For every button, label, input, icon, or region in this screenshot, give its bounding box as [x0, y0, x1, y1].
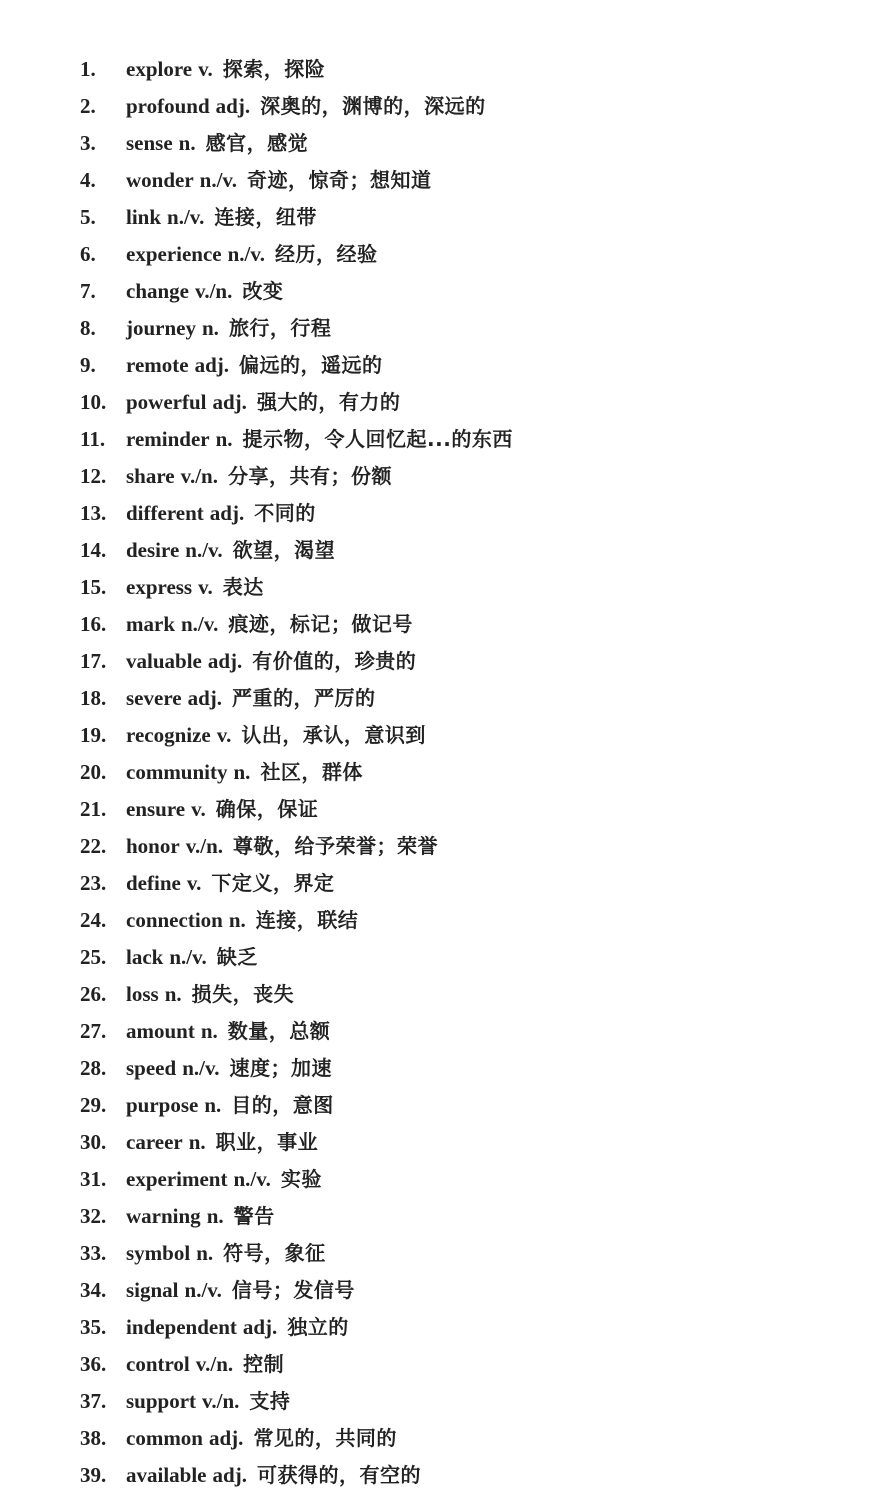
entry-word: control	[126, 1352, 190, 1376]
entry-word: available	[126, 1463, 207, 1487]
entry-number: 14.	[80, 538, 107, 562]
vocab-entry-38	[80, 1420, 513, 1457]
entry-meaning: 连接，纽带	[214, 205, 317, 229]
entry-word: different	[126, 501, 204, 525]
vocab-entry-10	[80, 384, 513, 421]
entry-part-of-speech: v.	[216, 723, 232, 747]
entry-word: experience	[126, 242, 222, 266]
entry-number: 9.	[80, 353, 96, 377]
entry-meaning: 欲望，渴望	[232, 538, 336, 562]
vocab-entry-17	[80, 643, 513, 680]
entry-word: profound	[126, 94, 210, 118]
entry-word: change	[126, 279, 189, 303]
vocab-entry-18	[80, 680, 513, 717]
vocab-entry-5	[80, 199, 513, 236]
entry-part-of-speech: adj.	[212, 390, 247, 414]
entry-word: loss	[126, 982, 159, 1006]
entry-number: 13.	[80, 501, 107, 525]
entry-part-of-speech: n.	[233, 760, 251, 784]
entry-word: link	[126, 205, 162, 229]
entry-word: speed	[126, 1056, 177, 1080]
vocab-entry-16	[80, 606, 513, 643]
entry-word: connection	[126, 908, 223, 932]
entry-number: 36.	[80, 1352, 107, 1376]
vocab-entry-20	[80, 754, 513, 791]
vocab-entry-24	[80, 902, 513, 939]
vocab-entry-4	[80, 162, 513, 199]
entry-part-of-speech: n.	[228, 908, 246, 932]
vocab-entry-3	[80, 125, 513, 162]
entry-part-of-speech: n./v.	[184, 1278, 222, 1302]
entry-number: 17.	[80, 649, 107, 673]
entry-word: career	[126, 1130, 183, 1154]
entry-number: 4.	[80, 168, 96, 192]
entry-number: 32.	[80, 1204, 107, 1228]
entry-word: share	[126, 464, 175, 488]
vocab-entry-8	[80, 310, 513, 347]
vocab-entry-32	[80, 1198, 513, 1235]
entry-word: independent	[126, 1315, 237, 1339]
entry-number: 5.	[80, 205, 96, 229]
entry-number: 29.	[80, 1093, 107, 1117]
vocab-entry-35	[80, 1309, 513, 1346]
entry-word: recognize	[126, 723, 211, 747]
entry-part-of-speech: v./n.	[185, 834, 224, 858]
entry-meaning: 提示物，令人回忆起...的东西	[242, 427, 513, 451]
entry-word: support	[126, 1389, 197, 1413]
entry-meaning: 感官，感觉	[205, 131, 309, 155]
entry-meaning: 信号；发信号	[231, 1278, 355, 1302]
entry-word: lack	[126, 945, 164, 969]
entry-meaning: 分享，共有；份额	[227, 464, 392, 488]
entry-part-of-speech: v.	[198, 575, 213, 599]
entry-part-of-speech: n./v.	[185, 538, 223, 562]
entry-part-of-speech: v./n.	[195, 279, 233, 303]
vocab-entry-12	[80, 458, 513, 495]
entry-number: 21.	[80, 797, 107, 821]
entry-word: powerful	[126, 390, 207, 414]
entry-number: 16.	[80, 612, 107, 636]
entry-number: 27.	[80, 1019, 107, 1043]
entry-meaning: 损失，丧失	[191, 982, 295, 1006]
vocab-entry-31	[80, 1161, 513, 1198]
entry-word: community	[126, 760, 228, 784]
vocab-entry-29	[80, 1087, 513, 1124]
entry-word: define	[126, 871, 181, 895]
entry-number: 33.	[80, 1241, 107, 1265]
entry-number: 22.	[80, 834, 107, 858]
entry-meaning: 实验	[280, 1167, 322, 1191]
entry-word: remote	[126, 353, 189, 377]
entry-part-of-speech: adj.	[207, 649, 243, 673]
vocab-entry-37	[80, 1383, 513, 1420]
entry-number: 15.	[80, 575, 107, 599]
entry-meaning: 速度；加速	[229, 1056, 333, 1080]
entry-part-of-speech: n.	[164, 982, 182, 1006]
entry-part-of-speech: n.	[178, 131, 196, 155]
entry-word: symbol	[126, 1241, 191, 1265]
entry-meaning: 有价值的，珍贵的	[252, 649, 417, 673]
entry-number: 2.	[80, 94, 96, 118]
vocab-entry-33	[80, 1235, 513, 1272]
entry-part-of-speech: n./v.	[169, 945, 207, 969]
entry-number: 31.	[80, 1167, 107, 1191]
entry-number: 25.	[80, 945, 107, 969]
entry-meaning: 数量，总额	[227, 1019, 331, 1043]
entry-word: desire	[126, 538, 180, 562]
vocab-entry-36	[80, 1346, 513, 1383]
entry-meaning: 符号，象征	[223, 1241, 326, 1265]
vocab-entry-34	[80, 1272, 513, 1309]
entry-word: experiment	[126, 1167, 228, 1191]
entry-number: 20.	[80, 760, 107, 784]
vocab-entry-14	[80, 532, 513, 569]
entry-meaning: 连接，联结	[255, 908, 359, 932]
entry-part-of-speech: n.	[215, 427, 233, 451]
entry-part-of-speech: n./v.	[181, 612, 219, 636]
entry-part-of-speech: adj.	[212, 1463, 247, 1487]
entry-part-of-speech: adj.	[187, 686, 223, 710]
entry-part-of-speech: n.	[196, 1241, 214, 1265]
entry-number: 11.	[80, 427, 106, 451]
entry-meaning: 认出，承认，意识到	[241, 723, 426, 747]
entry-number: 37.	[80, 1389, 107, 1413]
entry-number: 38.	[80, 1426, 107, 1450]
entry-meaning: 职业，事业	[215, 1130, 319, 1154]
entry-number: 28.	[80, 1056, 107, 1080]
entry-meaning: 尊敬，给予荣誉；荣誉	[233, 834, 439, 858]
vocab-entry-23	[80, 865, 513, 902]
entry-meaning: 痕迹，标记；做记号	[228, 612, 413, 636]
entry-meaning: 探索，探险	[222, 57, 326, 81]
entry-word: wonder	[126, 168, 194, 192]
entry-part-of-speech: n.	[206, 1204, 224, 1228]
entry-meaning: 可获得的，有空的	[256, 1463, 421, 1487]
entry-number: 34.	[80, 1278, 107, 1302]
entry-number: 30.	[80, 1130, 107, 1154]
vocab-entry-2	[80, 88, 513, 125]
entry-meaning: 确保，保证	[215, 797, 319, 821]
vocab-entry-30	[80, 1124, 513, 1161]
entry-part-of-speech: n.	[204, 1093, 222, 1117]
entry-part-of-speech: adj.	[209, 501, 245, 525]
entry-meaning: 缺乏	[216, 945, 258, 969]
entry-number: 24.	[80, 908, 107, 932]
entry-part-of-speech: n./v.	[199, 168, 238, 192]
entry-part-of-speech: v.	[191, 797, 206, 821]
entry-meaning: 表达	[222, 575, 264, 599]
vocab-entry-9	[80, 347, 513, 384]
entry-meaning: 社区，群体	[260, 760, 363, 784]
entry-part-of-speech: n./v.	[233, 1167, 271, 1191]
entry-part-of-speech: n./v.	[227, 242, 265, 266]
vocab-entry-13	[80, 495, 513, 532]
vocab-entry-7	[80, 273, 513, 310]
entry-part-of-speech: v./n.	[195, 1352, 234, 1376]
vocab-entry-1	[80, 51, 513, 88]
entry-meaning: 深奥的，渊博的，深远的	[260, 94, 486, 118]
entry-meaning: 支持	[249, 1389, 291, 1413]
entry-word: purpose	[126, 1093, 199, 1117]
entry-part-of-speech: adj.	[242, 1315, 278, 1339]
entry-meaning: 下定义，界定	[211, 871, 335, 895]
entry-meaning: 独立的	[287, 1315, 349, 1339]
entry-part-of-speech: adj.	[194, 353, 230, 377]
vocabulary-list	[80, 51, 513, 1494]
vocab-entry-26	[80, 976, 513, 1013]
vocab-entry-11	[80, 421, 513, 458]
entry-number: 23.	[80, 871, 107, 895]
entry-number: 6.	[80, 242, 96, 266]
entry-word: sense	[126, 131, 173, 155]
entry-part-of-speech: v./n.	[202, 1389, 240, 1413]
vocab-entry-27	[80, 1013, 513, 1050]
entry-part-of-speech: n./v.	[182, 1056, 220, 1080]
entry-word: common	[126, 1426, 203, 1450]
entry-word: severe	[126, 686, 182, 710]
vocab-entry-19	[80, 717, 513, 754]
entry-number: 1.	[80, 57, 96, 81]
entry-meaning: 目的，意图	[231, 1093, 334, 1117]
entry-number: 8.	[80, 316, 96, 340]
entry-part-of-speech: n./v.	[167, 205, 205, 229]
entry-part-of-speech: n.	[202, 316, 219, 340]
entry-word: signal	[126, 1278, 179, 1302]
entry-meaning: 警告	[233, 1204, 275, 1228]
entry-word: journey	[126, 316, 196, 340]
vocab-entry-28	[80, 1050, 513, 1087]
entry-word: valuable	[126, 649, 202, 673]
entry-number: 18.	[80, 686, 107, 710]
vocab-entry-15	[80, 569, 513, 606]
entry-word: honor	[126, 834, 180, 858]
entry-word: mark	[126, 612, 175, 636]
entry-part-of-speech: n.	[200, 1019, 218, 1043]
entry-meaning: 常见的，共同的	[253, 1426, 397, 1450]
vocab-entry-21	[80, 791, 513, 828]
entry-part-of-speech: v./n.	[180, 464, 218, 488]
vocab-entry-39	[80, 1457, 513, 1494]
entry-meaning: 奇迹，惊奇；想知道	[247, 168, 432, 192]
entry-meaning: 不同的	[254, 501, 316, 525]
vocab-entry-22	[80, 828, 513, 865]
entry-part-of-speech: adj.	[215, 94, 251, 118]
entry-meaning: 改变	[242, 279, 284, 303]
entry-part-of-speech: v.	[186, 871, 202, 895]
entry-meaning: 旅行，行程	[228, 316, 332, 340]
vocab-entry-6	[80, 236, 513, 273]
entry-number: 10.	[80, 390, 107, 414]
entry-word: amount	[126, 1019, 195, 1043]
entry-word: warning	[126, 1204, 201, 1228]
entry-word: ensure	[126, 797, 186, 821]
entry-number: 3.	[80, 131, 96, 155]
entry-number: 39.	[80, 1463, 107, 1487]
entry-part-of-speech: v.	[198, 57, 213, 81]
entry-meaning: 强大的，有力的	[256, 390, 401, 414]
entry-number: 12.	[80, 464, 107, 488]
entry-word: explore	[126, 57, 193, 81]
entry-word: express	[126, 575, 193, 599]
entry-meaning: 控制	[243, 1352, 285, 1376]
entry-part-of-speech: adj.	[209, 1426, 244, 1450]
entry-word: reminder	[126, 427, 210, 451]
entry-number: 7.	[80, 279, 96, 303]
entry-number: 35.	[80, 1315, 107, 1339]
entry-meaning: 严重的，严厉的	[232, 686, 376, 710]
vocab-entry-25	[80, 939, 513, 976]
entry-part-of-speech: n.	[188, 1130, 206, 1154]
entry-meaning: 经历，经验	[274, 242, 378, 266]
entry-number: 19.	[80, 723, 107, 747]
entry-meaning: 偏远的，遥远的	[239, 353, 383, 377]
entry-number: 26.	[80, 982, 107, 1006]
